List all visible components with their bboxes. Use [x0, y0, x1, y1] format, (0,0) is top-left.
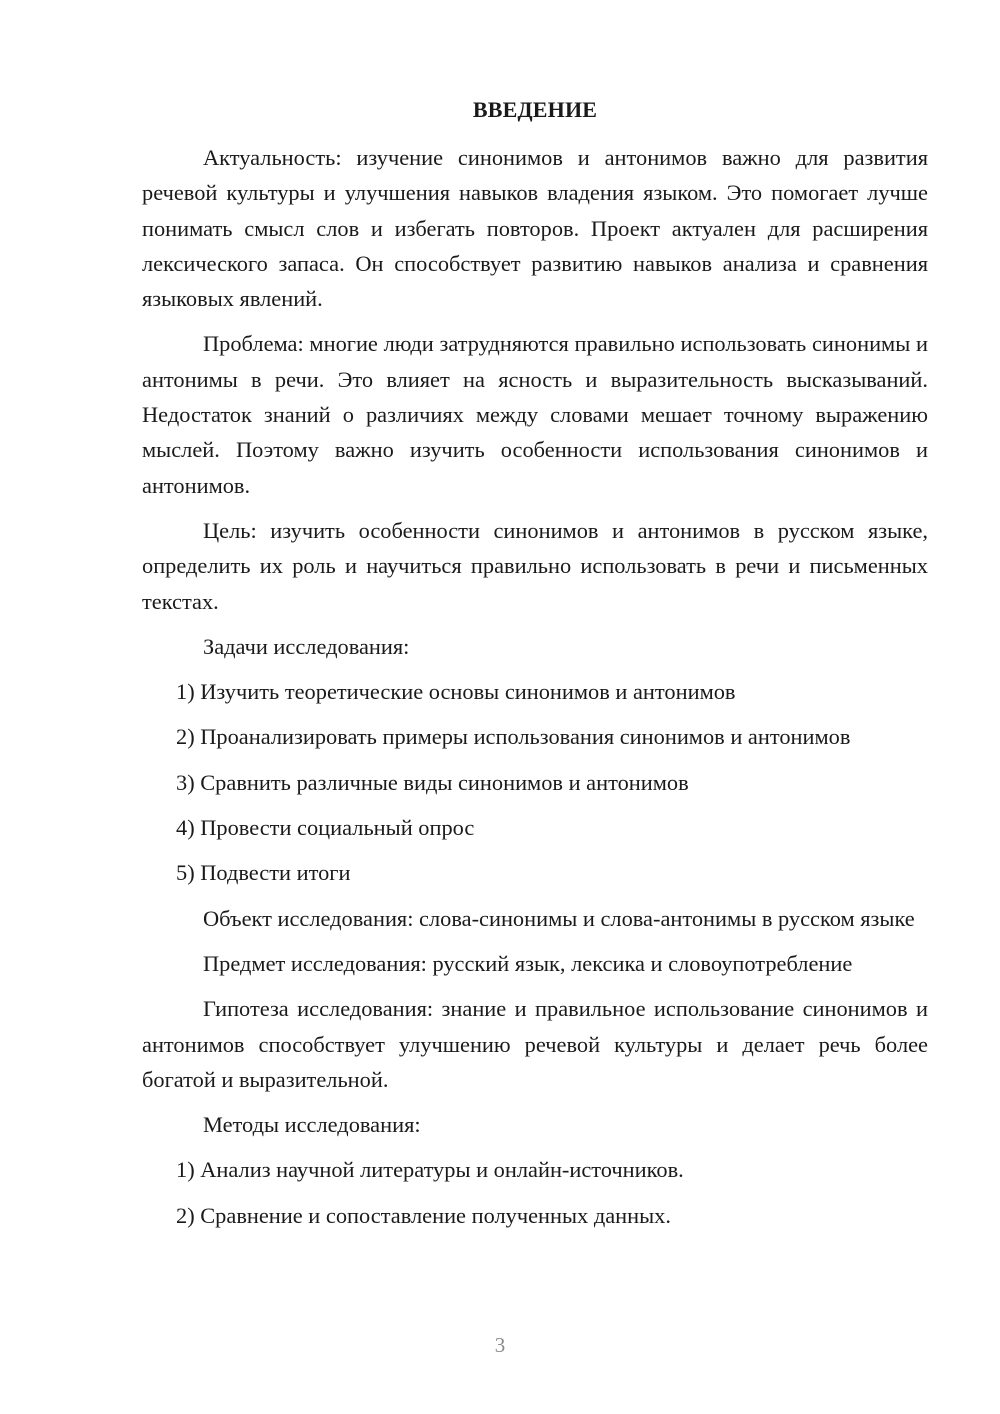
section-heading: ВВЕДЕНИЕ — [472, 97, 598, 122]
methods-title: Методы исследования: — [203, 1112, 421, 1138]
tasks-title: Задачи исследования: — [203, 633, 410, 659]
relevance-paragraph: Актуальность: изучение синонимов и антонимов важно для развития речевой культуры и улучшения навыков владения языком. Это помогает лучше понимать смысл слов и избегать повторов. Проект актуален для расширения лексического запаса. Он способствует развитию навыков анализа и сравнения языковых явлений. — [142, 145, 928, 312]
object-paragraph: Объект исследования: слова-синонимы и слова-антонимы в русском языке — [203, 905, 915, 931]
method-item-2: 2) Сравнение и сопоставление полученных данных. — [176, 1202, 671, 1228]
document-page — [142, 94, 928, 1243]
subject-paragraph: Предмет исследования: русский язык, лексика и словоупотребление — [203, 950, 853, 976]
hypothesis-paragraph: Гипотеза исследования: знание и правильное использование синонимов и антонимов способствует улучшению речевой культуры и делает речь более богатой и выразительной. — [142, 996, 928, 1092]
task-item-1: 1) Изучить теоретические основы синонимов и антонимов — [176, 679, 736, 705]
page-number: 3 — [494, 1333, 506, 1357]
task-item-2: 2) Проанализировать примеры использования синонимов и антонимов — [176, 724, 851, 750]
task-item-5: 5) Подвести итоги — [176, 860, 351, 886]
goal-paragraph: Цель: изучить особенности синонимов и антонимов в русском языке, определить их роль и научиться правильно использовать в речи и письменных текстах. — [142, 517, 928, 614]
task-item-4: 4) Провести социальный опрос — [176, 815, 475, 841]
method-item-1: 1) Анализ научной литературы и онлайн-источников. — [176, 1157, 684, 1183]
task-item-3: 3) Сравнить различные виды синонимов и антонимов — [176, 769, 689, 795]
problem-paragraph: Проблема: многие люди затрудняются правильно использовать синонимы и антонимы в речи. Это влияет на ясность и выразительность высказываний. Недостаток знаний о различиях между словами мешает точному выражению мыслей. Поэтому важно изучить особенности использования синонимов и антонимов. — [142, 331, 928, 498]
